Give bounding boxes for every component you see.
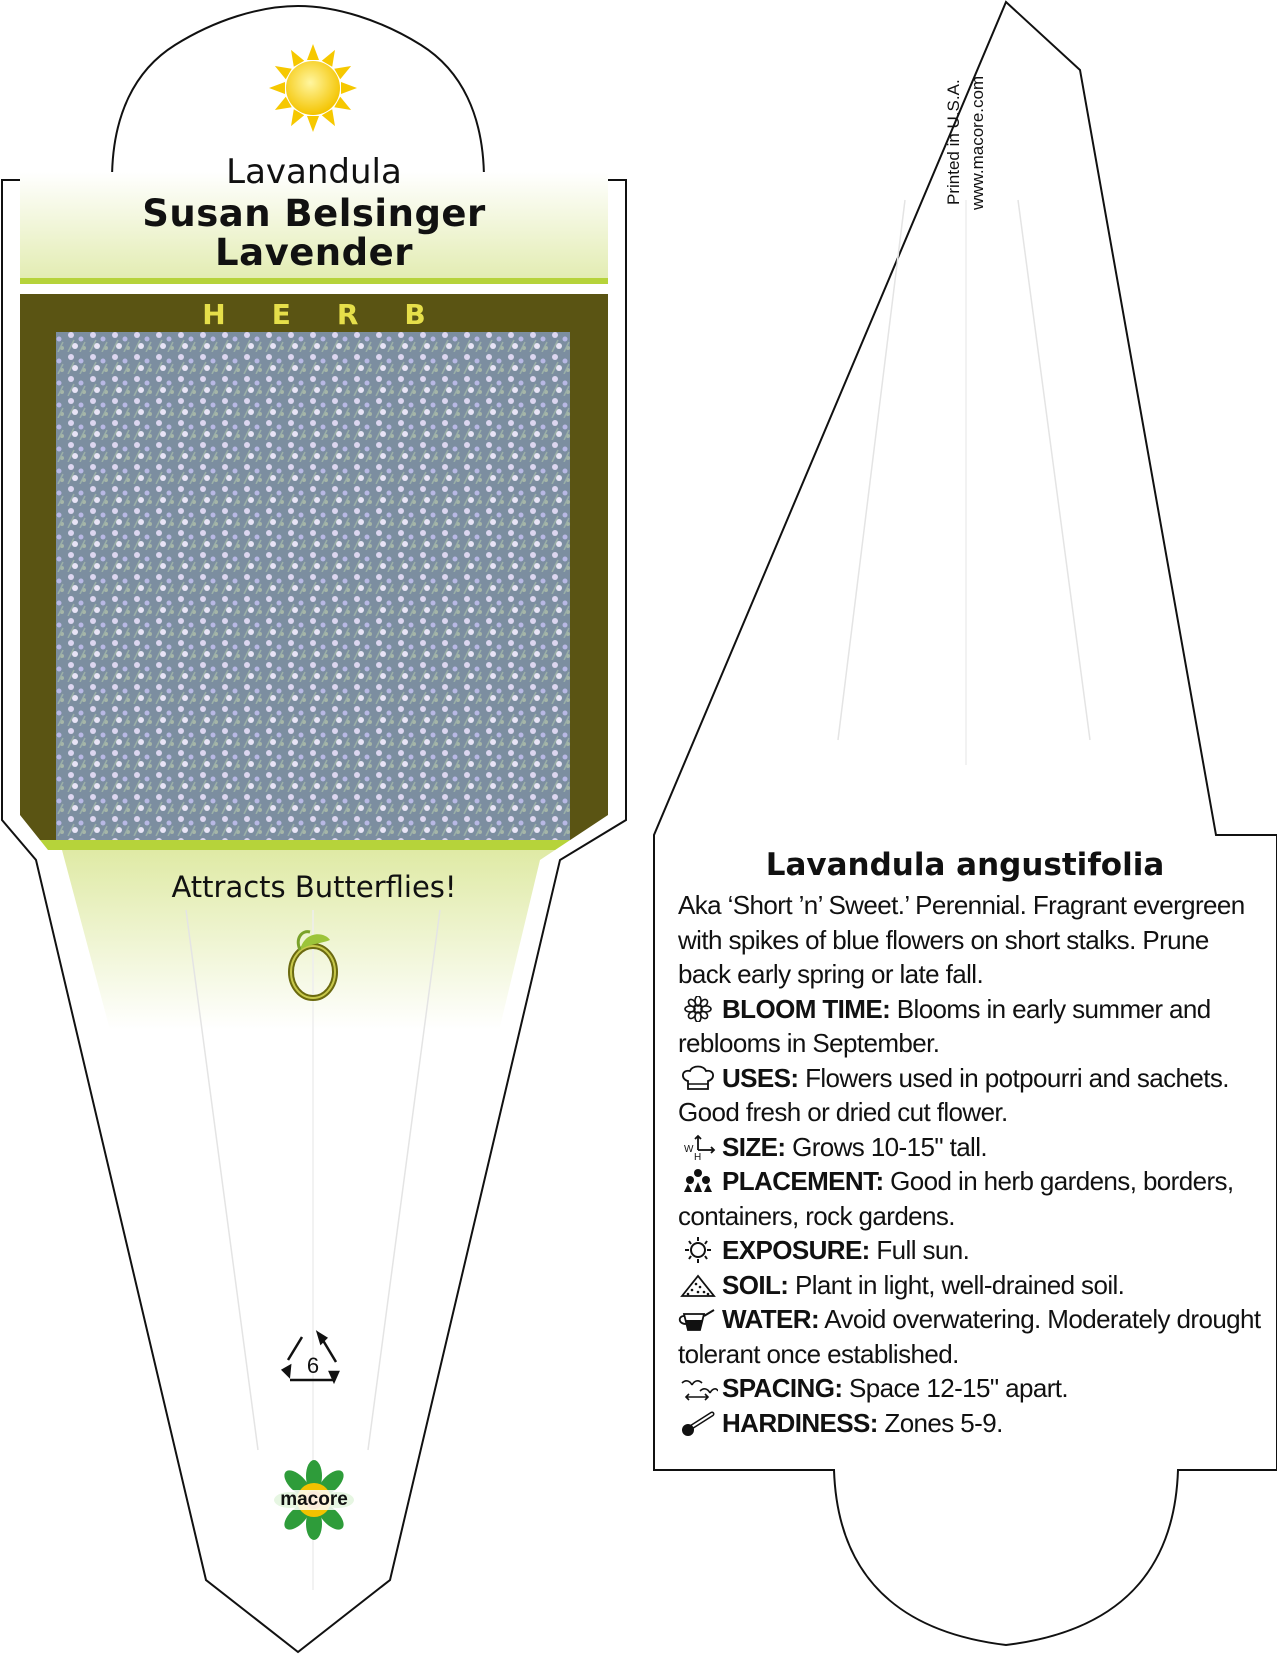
size-icon-h: H xyxy=(694,1151,701,1160)
size-icon-w: W xyxy=(684,1143,693,1155)
recycle-number: 6 xyxy=(306,1353,320,1378)
bloom-time-text: Blooms in early summer and reblooms in September. xyxy=(678,993,1211,1058)
water-label: WATER: xyxy=(722,1304,820,1334)
scientific-name: Lavandula angustifolia xyxy=(765,847,1165,883)
bloom-time-label: BLOOM TIME: xyxy=(722,993,891,1024)
placement-text: Good in herb gardens, borders, containers, rock gardens. xyxy=(678,1166,1234,1231)
attribute-soil xyxy=(678,1268,1266,1303)
category-label: HERB xyxy=(202,298,472,331)
exposure-text: Full sun. xyxy=(869,1235,970,1265)
attribute-hardiness xyxy=(678,1406,1266,1441)
soil-label: SOIL: xyxy=(722,1269,789,1300)
spacing-icon xyxy=(678,1375,718,1401)
spacing-text: Space 12-15" apart. xyxy=(842,1373,1068,1403)
soil-icon xyxy=(678,1272,718,1298)
placement-label: PLACEMENT: xyxy=(722,1166,884,1196)
watering-can-icon xyxy=(678,1306,718,1332)
uses-text: Flowers used in potpourri and sachets. Good fresh or dried cut flower. xyxy=(678,1062,1229,1127)
attribute-bloom-time xyxy=(678,992,1266,1061)
attribute-placement xyxy=(678,1164,1266,1233)
hardiness-text: Zones 5-9. xyxy=(877,1407,1003,1438)
uses-label: USES: xyxy=(722,1062,799,1093)
size-icon xyxy=(678,1134,718,1160)
flower-icon xyxy=(678,996,718,1022)
printed-in-label: Printed in U.S.A. xyxy=(944,79,963,205)
attribute-water xyxy=(678,1302,1266,1371)
website-label: www.macore.com xyxy=(968,75,987,210)
sun-exposure-icon xyxy=(678,1237,718,1263)
hardiness-label: HARDINESS: xyxy=(722,1407,878,1438)
attribute-spacing xyxy=(678,1371,1266,1406)
exposure-label: EXPOSURE: xyxy=(722,1235,870,1265)
genus-name: Lavandula xyxy=(226,152,402,192)
lavender-photo xyxy=(56,332,570,840)
tagline: Attracts Butterflies! xyxy=(171,870,457,904)
attribute-exposure xyxy=(678,1233,1266,1268)
chef-hat-icon xyxy=(678,1065,718,1091)
soil-text: Plant in light, well-drained soil. xyxy=(788,1269,1125,1300)
cultivar-name: Susan Belsinger xyxy=(142,192,486,235)
size-label: SIZE: xyxy=(722,1131,786,1162)
brand-name: macore xyxy=(280,1489,348,1510)
common-name: Lavender xyxy=(215,231,413,274)
care-info xyxy=(678,888,1266,1440)
attribute-uses xyxy=(678,1061,1266,1130)
water-text: Avoid overwatering. Moderately drought tolerant once established. xyxy=(678,1304,1261,1369)
spacing-label: SPACING: xyxy=(722,1373,843,1403)
size-text: Grows 10-15" tall. xyxy=(785,1131,988,1162)
description: Aka ‘Short ’n’ Sweet.’ Perennial. Fragrant evergreen with spikes of blue flowers on short stalks. Prune back early spring or late fall. xyxy=(678,890,1245,989)
attribute-size xyxy=(678,1130,1266,1165)
thermometer-icon xyxy=(678,1410,718,1436)
placement-icon xyxy=(678,1168,718,1194)
